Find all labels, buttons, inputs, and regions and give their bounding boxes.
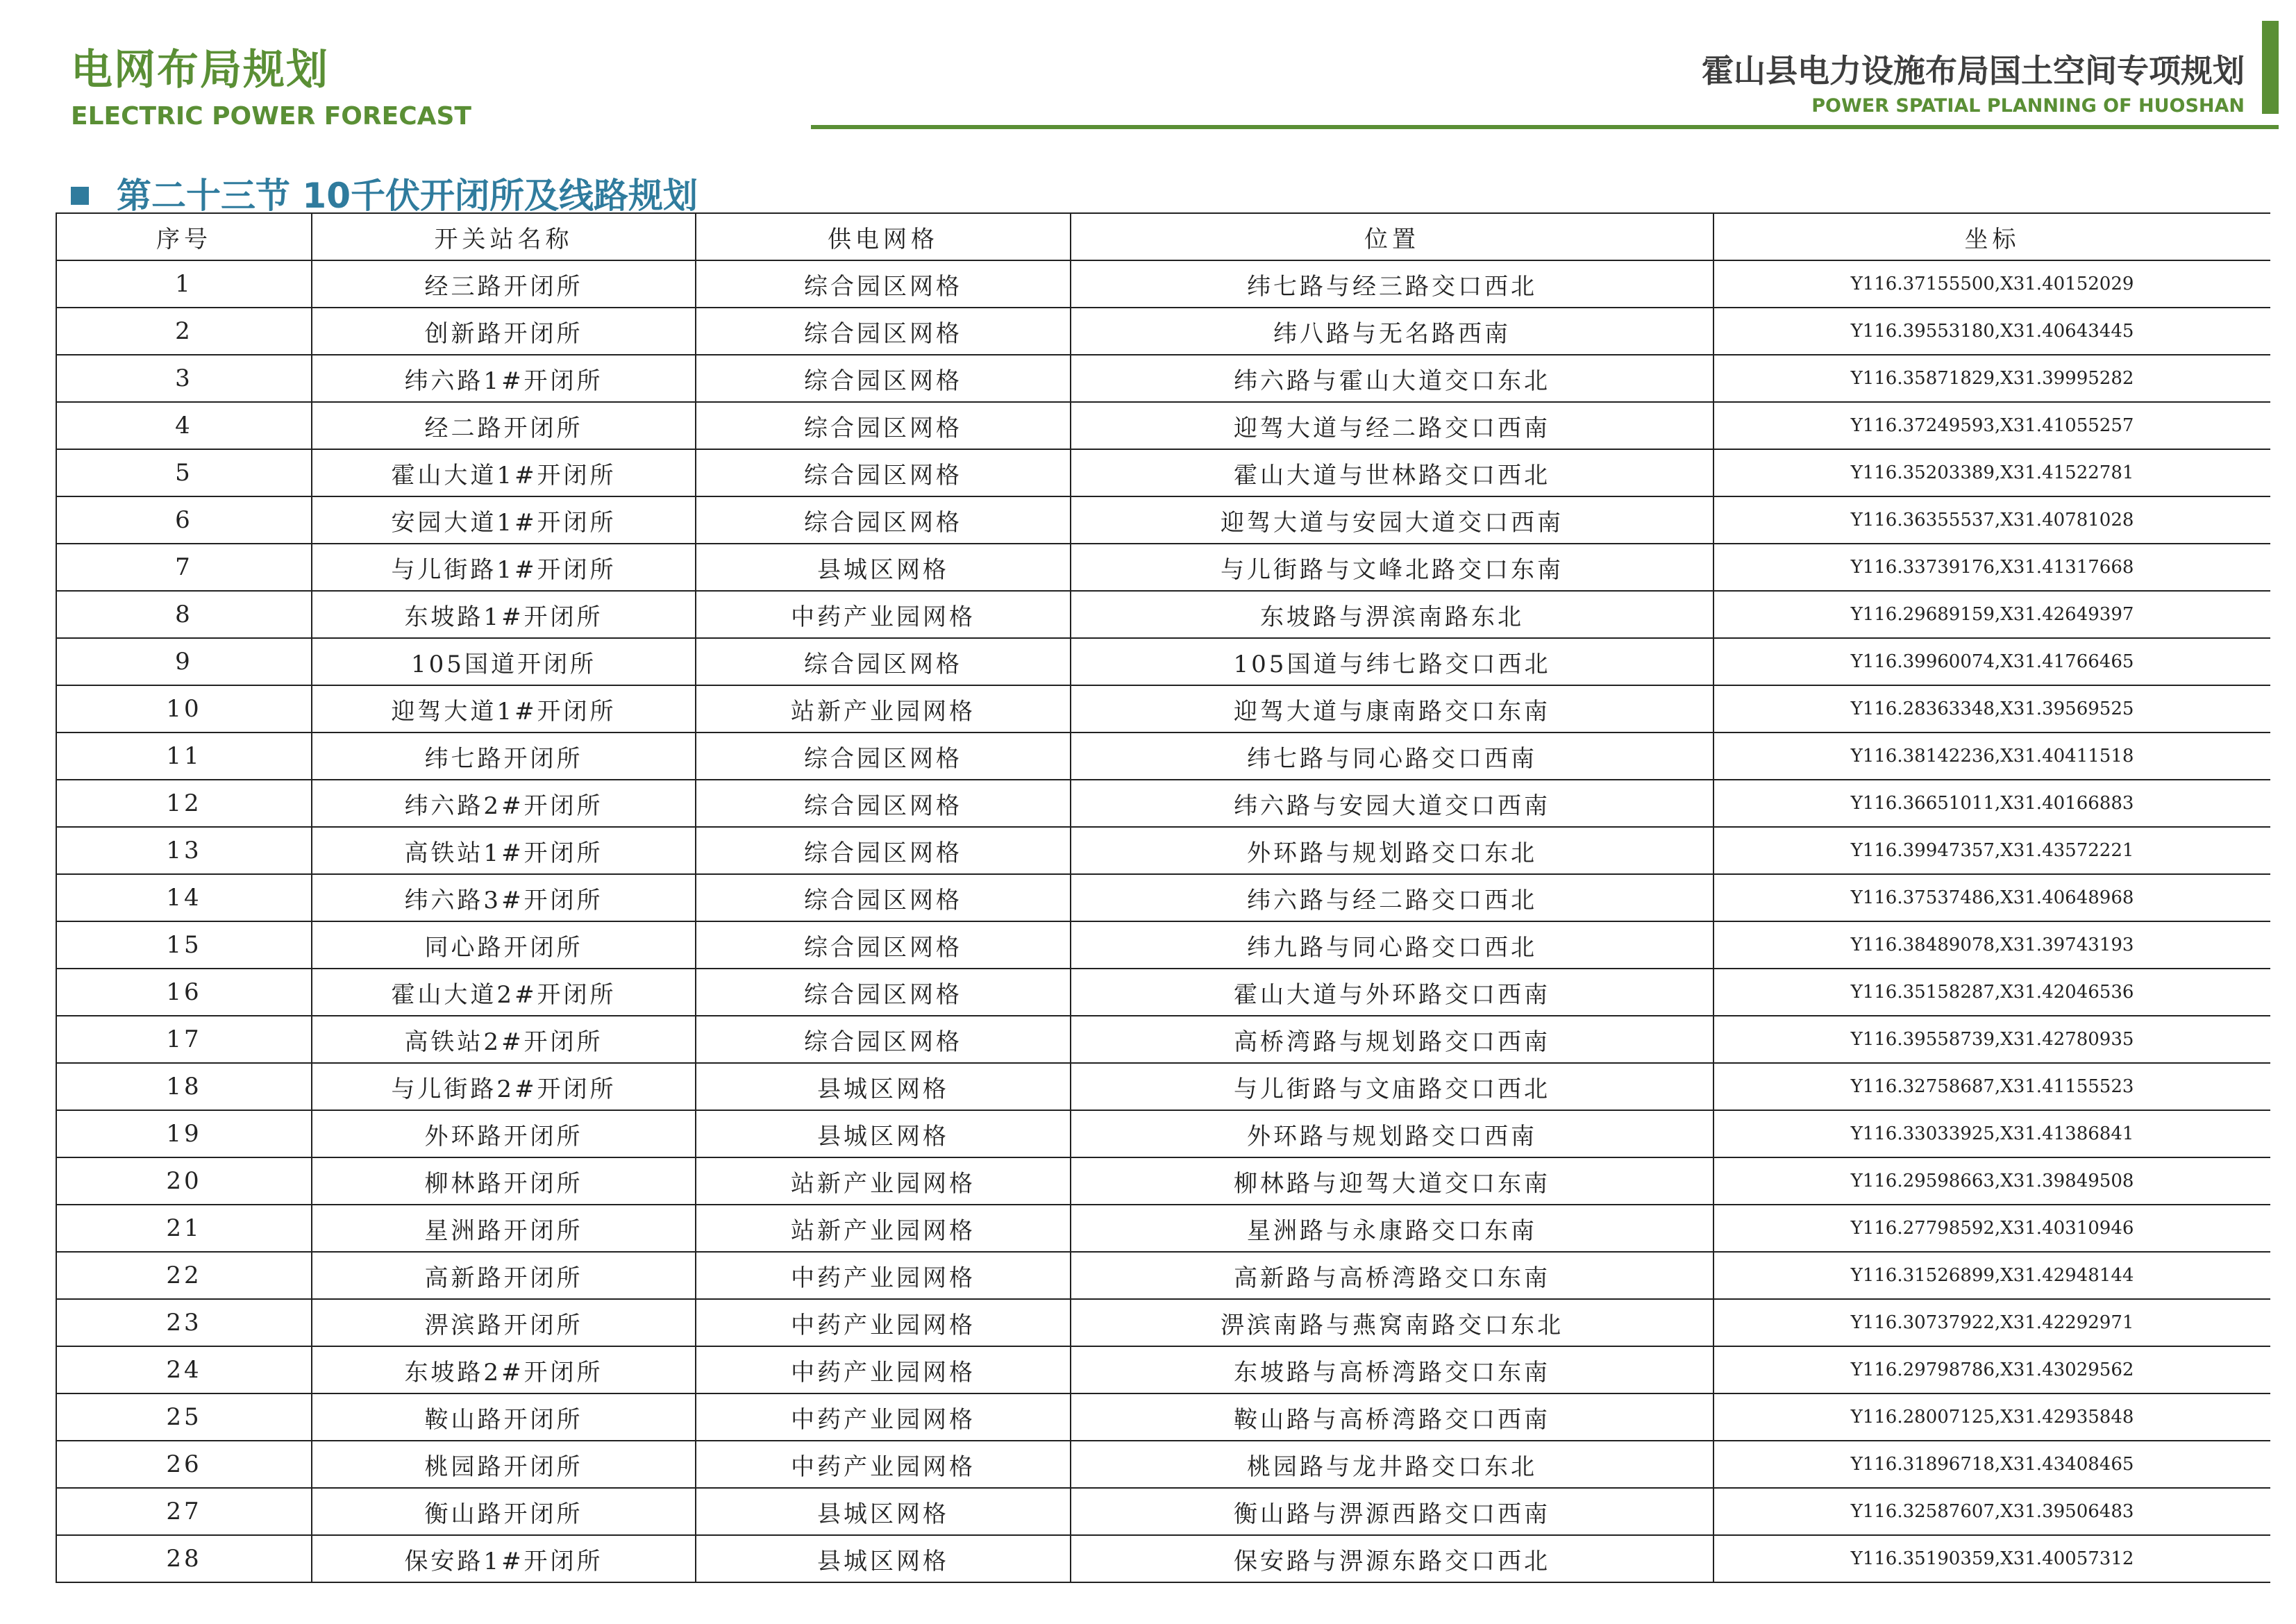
cell-location: 与儿街路与文庙路交口西北 <box>1071 1063 1713 1110</box>
table-row <box>56 1393 2270 1441</box>
cell-coordinates: Y116.32758687,X31.41155523 <box>1713 1063 2270 1110</box>
cell-station-name: 桃园路开闭所 <box>312 1441 696 1488</box>
cell-coordinates: Y116.29598663,X31.39849508 <box>1713 1157 2270 1205</box>
cell-grid: 站新产业园网格 <box>696 685 1071 733</box>
cell-location: 与儿街路与文峰北路交口东南 <box>1071 544 1713 591</box>
cell-index: 21 <box>56 1205 312 1252</box>
cell-station-name: 高铁站2#开闭所 <box>312 1016 696 1063</box>
section-bullet-icon <box>71 187 89 205</box>
cell-grid: 中药产业园网格 <box>696 1252 1071 1299</box>
table-row <box>56 1063 2270 1110</box>
cell-coordinates: Y116.39960074,X31.41766465 <box>1713 638 2270 685</box>
table-row <box>56 1346 2270 1393</box>
cell-grid: 县城区网格 <box>696 1535 1071 1582</box>
cell-station-name: 星洲路开闭所 <box>312 1205 696 1252</box>
column-header-coordinates: 坐标 <box>1713 213 2270 260</box>
page-subtitle-en: ELECTRIC POWER FORECAST <box>71 102 471 131</box>
cell-location: 纬八路与无名路西南 <box>1071 308 1713 355</box>
cell-index: 19 <box>56 1110 312 1157</box>
cell-location: 保安路与淠源东路交口西北 <box>1071 1535 1713 1582</box>
cell-station-name: 高新路开闭所 <box>312 1252 696 1299</box>
cell-grid: 县城区网格 <box>696 1488 1071 1535</box>
cell-location: 淠滨南路与燕窝南路交口东北 <box>1071 1299 1713 1346</box>
table-row <box>56 827 2270 874</box>
header-accent-bar <box>2262 21 2279 114</box>
cell-grid: 县城区网格 <box>696 544 1071 591</box>
cell-coordinates: Y116.36651011,X31.40166883 <box>1713 780 2270 827</box>
cell-index: 4 <box>56 402 312 449</box>
table-row <box>56 496 2270 544</box>
cell-coordinates: Y116.37155500,X31.40152029 <box>1713 260 2270 308</box>
cell-location: 纬九路与同心路交口西北 <box>1071 921 1713 969</box>
cell-grid: 综合园区网格 <box>696 402 1071 449</box>
table-row <box>56 1441 2270 1488</box>
table-row <box>56 1110 2270 1157</box>
cell-grid: 综合园区网格 <box>696 874 1071 921</box>
column-header-station-name: 开关站名称 <box>312 213 696 260</box>
cell-grid: 中药产业园网格 <box>696 591 1071 638</box>
cell-grid: 综合园区网格 <box>696 1016 1071 1063</box>
cell-index: 2 <box>56 308 312 355</box>
cell-station-name: 与儿街路2#开闭所 <box>312 1063 696 1110</box>
cell-station-name: 外环路开闭所 <box>312 1110 696 1157</box>
cell-coordinates: Y116.27798592,X31.40310946 <box>1713 1205 2270 1252</box>
cell-station-name: 鞍山路开闭所 <box>312 1393 696 1441</box>
cell-location: 迎驾大道与安园大道交口西南 <box>1071 496 1713 544</box>
cell-grid: 站新产业园网格 <box>696 1157 1071 1205</box>
table-row <box>56 449 2270 496</box>
cell-grid: 综合园区网格 <box>696 780 1071 827</box>
cell-location: 外环路与规划路交口东北 <box>1071 827 1713 874</box>
cell-grid: 综合园区网格 <box>696 638 1071 685</box>
cell-location: 霍山大道与世林路交口西北 <box>1071 449 1713 496</box>
cell-index: 10 <box>56 685 312 733</box>
cell-coordinates: Y116.35158287,X31.42046536 <box>1713 969 2270 1016</box>
cell-station-name: 东坡路2#开闭所 <box>312 1346 696 1393</box>
cell-coordinates: Y116.28007125,X31.42935848 <box>1713 1393 2270 1441</box>
switching-station-table <box>56 212 2270 1583</box>
cell-coordinates: Y116.37537486,X31.40648968 <box>1713 874 2270 921</box>
cell-location: 桃园路与龙井路交口东北 <box>1071 1441 1713 1488</box>
cell-index: 20 <box>56 1157 312 1205</box>
cell-station-name: 高铁站1#开闭所 <box>312 827 696 874</box>
cell-coordinates: Y116.39553180,X31.40643445 <box>1713 308 2270 355</box>
table-row <box>56 1488 2270 1535</box>
cell-index: 16 <box>56 969 312 1016</box>
cell-coordinates: Y116.38142236,X31.40411518 <box>1713 733 2270 780</box>
table-row <box>56 1252 2270 1299</box>
cell-location: 柳林路与迎驾大道交口东南 <box>1071 1157 1713 1205</box>
cell-location: 外环路与规划路交口西南 <box>1071 1110 1713 1157</box>
cell-location: 纬六路与霍山大道交口东北 <box>1071 355 1713 402</box>
cell-station-name: 纬七路开闭所 <box>312 733 696 780</box>
cell-location: 高桥湾路与规划路交口西南 <box>1071 1016 1713 1063</box>
cell-location: 鞍山路与高桥湾路交口西南 <box>1071 1393 1713 1441</box>
cell-index: 23 <box>56 1299 312 1346</box>
cell-location: 衡山路与淠源西路交口西南 <box>1071 1488 1713 1535</box>
cell-grid: 中药产业园网格 <box>696 1441 1071 1488</box>
cell-grid: 中药产业园网格 <box>696 1393 1071 1441</box>
cell-grid: 县城区网格 <box>696 1063 1071 1110</box>
cell-coordinates: Y116.37249593,X31.41055257 <box>1713 402 2270 449</box>
cell-index: 18 <box>56 1063 312 1110</box>
cell-coordinates: Y116.35190359,X31.40057312 <box>1713 1535 2270 1582</box>
cell-coordinates: Y116.33739176,X31.41317668 <box>1713 544 2270 591</box>
cell-location: 纬六路与安园大道交口西南 <box>1071 780 1713 827</box>
cell-index: 25 <box>56 1393 312 1441</box>
table-row <box>56 685 2270 733</box>
project-subtitle-en: POWER SPATIAL PLANNING OF HUOSHAN <box>1811 95 2245 117</box>
cell-grid: 综合园区网格 <box>696 260 1071 308</box>
cell-station-name: 105国道开闭所 <box>312 638 696 685</box>
cell-station-name: 经三路开闭所 <box>312 260 696 308</box>
cell-location: 纬七路与同心路交口西南 <box>1071 733 1713 780</box>
cell-location: 霍山大道与外环路交口西南 <box>1071 969 1713 1016</box>
cell-coordinates: Y116.38489078,X31.39743193 <box>1713 921 2270 969</box>
cell-location: 迎驾大道与经二路交口西南 <box>1071 402 1713 449</box>
column-header-location: 位置 <box>1071 213 1713 260</box>
cell-index: 1 <box>56 260 312 308</box>
cell-station-name: 霍山大道1#开闭所 <box>312 449 696 496</box>
cell-coordinates: Y116.35871829,X31.39995282 <box>1713 355 2270 402</box>
table-row <box>56 921 2270 969</box>
table-row <box>56 969 2270 1016</box>
cell-grid: 综合园区网格 <box>696 733 1071 780</box>
table-row <box>56 1535 2270 1582</box>
cell-location: 纬七路与经三路交口西北 <box>1071 260 1713 308</box>
cell-station-name: 淠滨路开闭所 <box>312 1299 696 1346</box>
cell-coordinates: Y116.29798786,X31.43029562 <box>1713 1346 2270 1393</box>
table-row <box>56 402 2270 449</box>
cell-location: 高新路与高桥湾路交口东南 <box>1071 1252 1713 1299</box>
cell-index: 12 <box>56 780 312 827</box>
cell-station-name: 经二路开闭所 <box>312 402 696 449</box>
cell-grid: 综合园区网格 <box>696 355 1071 402</box>
cell-coordinates: Y116.39558739,X31.42780935 <box>1713 1016 2270 1063</box>
cell-index: 24 <box>56 1346 312 1393</box>
cell-station-name: 安园大道1#开闭所 <box>312 496 696 544</box>
project-title: 霍山县电力设施布局国土空间专项规划 <box>1702 52 2245 90</box>
cell-station-name: 纬六路2#开闭所 <box>312 780 696 827</box>
cell-station-name: 纬六路3#开闭所 <box>312 874 696 921</box>
cell-station-name: 纬六路1#开闭所 <box>312 355 696 402</box>
cell-station-name: 柳林路开闭所 <box>312 1157 696 1205</box>
cell-index: 26 <box>56 1441 312 1488</box>
cell-index: 9 <box>56 638 312 685</box>
table-row <box>56 308 2270 355</box>
table-row <box>56 260 2270 308</box>
table-row <box>56 1299 2270 1346</box>
column-header-grid: 供电网格 <box>696 213 1071 260</box>
cell-grid: 综合园区网格 <box>696 921 1071 969</box>
cell-station-name: 东坡路1#开闭所 <box>312 591 696 638</box>
cell-coordinates: Y116.28363348,X31.39569525 <box>1713 685 2270 733</box>
cell-grid: 综合园区网格 <box>696 496 1071 544</box>
cell-index: 11 <box>56 733 312 780</box>
cell-location: 105国道与纬七路交口西北 <box>1071 638 1713 685</box>
table-row <box>56 1205 2270 1252</box>
cell-location: 东坡路与淠滨南路东北 <box>1071 591 1713 638</box>
table-row <box>56 355 2270 402</box>
cell-index: 13 <box>56 827 312 874</box>
table-header-row <box>56 213 2270 260</box>
cell-coordinates: Y116.31526899,X31.42948144 <box>1713 1252 2270 1299</box>
cell-index: 8 <box>56 591 312 638</box>
cell-grid: 中药产业园网格 <box>696 1299 1071 1346</box>
cell-index: 6 <box>56 496 312 544</box>
cell-grid: 中药产业园网格 <box>696 1346 1071 1393</box>
cell-station-name: 创新路开闭所 <box>312 308 696 355</box>
section-title: 第二十三节 10千伏开闭所及线路规划 <box>117 176 698 216</box>
cell-grid: 综合园区网格 <box>696 969 1071 1016</box>
cell-index: 14 <box>56 874 312 921</box>
cell-grid: 综合园区网格 <box>696 449 1071 496</box>
cell-index: 7 <box>56 544 312 591</box>
table-row <box>56 1157 2270 1205</box>
switching-station-table-container <box>56 212 2270 1624</box>
cell-location: 星洲路与永康路交口东南 <box>1071 1205 1713 1252</box>
cell-index: 15 <box>56 921 312 969</box>
cell-index: 5 <box>56 449 312 496</box>
table-row <box>56 544 2270 591</box>
cell-grid: 县城区网格 <box>696 1110 1071 1157</box>
table-body <box>56 260 2270 1582</box>
cell-location: 纬六路与经二路交口西北 <box>1071 874 1713 921</box>
cell-station-name: 同心路开闭所 <box>312 921 696 969</box>
cell-grid: 站新产业园网格 <box>696 1205 1071 1252</box>
cell-coordinates: Y116.31896718,X31.43408465 <box>1713 1441 2270 1488</box>
cell-location: 迎驾大道与康南路交口东南 <box>1071 685 1713 733</box>
cell-coordinates: Y116.39947357,X31.43572221 <box>1713 827 2270 874</box>
column-header-index: 序号 <box>56 213 312 260</box>
cell-index: 3 <box>56 355 312 402</box>
cell-station-name: 与儿街路1#开闭所 <box>312 544 696 591</box>
table-row <box>56 591 2270 638</box>
cell-grid: 综合园区网格 <box>696 827 1071 874</box>
table-row <box>56 874 2270 921</box>
cell-grid: 综合园区网格 <box>696 308 1071 355</box>
table-row <box>56 780 2270 827</box>
cell-station-name: 衡山路开闭所 <box>312 1488 696 1535</box>
page-title: 电网布局规划 <box>71 46 329 94</box>
cell-coordinates: Y116.29689159,X31.42649397 <box>1713 591 2270 638</box>
cell-station-name: 迎驾大道1#开闭所 <box>312 685 696 733</box>
cell-coordinates: Y116.30737922,X31.42292971 <box>1713 1299 2270 1346</box>
table-row <box>56 638 2270 685</box>
cell-coordinates: Y116.36355537,X31.40781028 <box>1713 496 2270 544</box>
header-divider <box>811 125 2279 129</box>
table-row <box>56 733 2270 780</box>
cell-index: 22 <box>56 1252 312 1299</box>
cell-coordinates: Y116.35203389,X31.41522781 <box>1713 449 2270 496</box>
cell-coordinates: Y116.33033925,X31.41386841 <box>1713 1110 2270 1157</box>
cell-coordinates: Y116.32587607,X31.39506483 <box>1713 1488 2270 1535</box>
cell-index: 28 <box>56 1535 312 1582</box>
cell-station-name: 霍山大道2#开闭所 <box>312 969 696 1016</box>
cell-location: 东坡路与高桥湾路交口东南 <box>1071 1346 1713 1393</box>
cell-index: 27 <box>56 1488 312 1535</box>
table-row <box>56 1016 2270 1063</box>
cell-station-name: 保安路1#开闭所 <box>312 1535 696 1582</box>
cell-index: 17 <box>56 1016 312 1063</box>
